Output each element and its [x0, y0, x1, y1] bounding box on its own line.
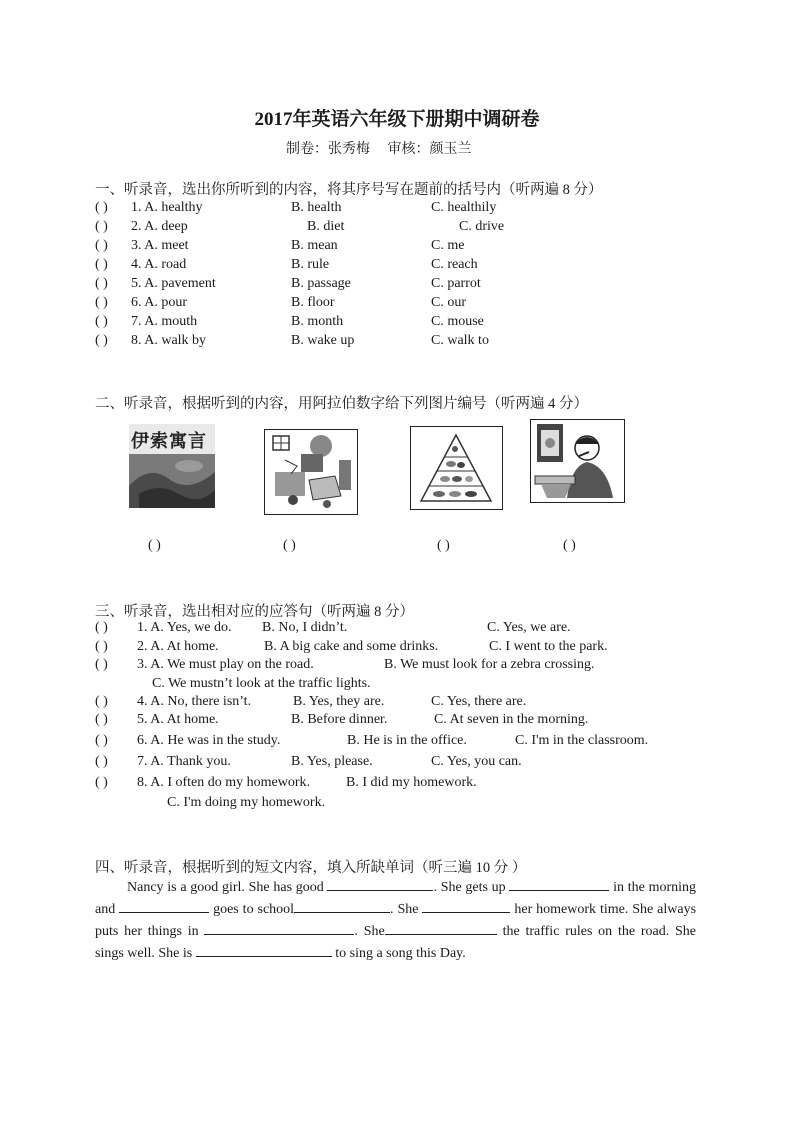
s1-q5-option-c: C. parrot — [431, 276, 481, 291]
s1-q3-option-b: B. mean — [291, 238, 338, 253]
s3-q7-bracket[interactable]: ( ) — [95, 754, 108, 769]
s1-q1-option-c: C. healthily — [431, 200, 497, 215]
s3-q2-option-b: B. A big cake and some drinks. — [264, 639, 439, 654]
s1-q5-bracket[interactable]: ( ) — [95, 276, 108, 291]
s3-q3-bracket[interactable]: ( ) — [95, 657, 108, 672]
s1-q1-option-b: B. health — [291, 200, 342, 215]
cloze-passage — [95, 876, 696, 964]
messy-room-picture — [264, 429, 358, 515]
blank-5[interactable] — [422, 898, 510, 913]
passage-text-6: her homework time. She always puts her things in — [95, 902, 697, 939]
s1-q2-option-c: C. drive — [459, 219, 505, 234]
blank-6[interactable] — [204, 920, 354, 935]
s1-q2-option-a: 2. A. deep — [131, 219, 188, 234]
s3-q7-option-a: 7. A. Thank you. — [137, 754, 231, 769]
s3-q8-bracket[interactable]: ( ) — [95, 775, 108, 790]
s1-q6-option-b: B. floor — [291, 295, 335, 310]
s3-q1-bracket[interactable]: ( ) — [95, 620, 108, 635]
blank-3[interactable] — [119, 898, 209, 913]
s3-q7-option-b: B. Yes, please. — [291, 754, 373, 769]
passage-text-3: in the morning and — [95, 880, 697, 917]
s1-q8-bracket[interactable]: ( ) — [95, 333, 108, 348]
passage-text-4: goes to school — [213, 902, 295, 917]
s3-q8-option-b: B. I did my homework. — [346, 775, 477, 790]
s1-q5-option-b: B. passage — [291, 276, 351, 291]
passage-text-2: . She gets up — [433, 880, 506, 895]
s3-q8-option-c: C. I'm doing my homework. — [167, 795, 326, 810]
page-subtitle: 制卷：张秀梅 审核：颜玉兰 — [286, 142, 472, 157]
s1-q6-option-c: C. our — [431, 295, 466, 310]
section2-heading: 二、听录音，根据听到的内容，用阿拉伯数字给下列图片编号（听两遍 4 分） — [95, 396, 588, 412]
s3-q4-option-a: 4. A. No, there isn’t. — [137, 694, 252, 709]
s3-q3-option-c: C. We mustn’t look at the traffic lights. — [152, 676, 371, 691]
s3-q8-option-a: 8. A. I often do my homework. — [137, 775, 311, 790]
blank-1[interactable] — [327, 876, 433, 891]
picture2-answer-bracket[interactable]: ( ) — [283, 538, 296, 553]
s1-q1-bracket[interactable]: ( ) — [95, 200, 108, 215]
s3-q5-option-a: 5. A. At home. — [137, 712, 219, 727]
s1-q4-option-a: 4. A. road — [131, 257, 187, 272]
s3-q2-bracket[interactable]: ( ) — [95, 639, 108, 654]
s1-q7-bracket[interactable]: ( ) — [95, 314, 108, 329]
s1-q4-option-b: B. rule — [291, 257, 330, 272]
blank-7[interactable] — [385, 920, 497, 935]
picture1-answer-bracket[interactable]: ( ) — [148, 538, 161, 553]
s1-q3-bracket[interactable]: ( ) — [95, 238, 108, 253]
s1-q7-option-a: 7. A. mouth — [131, 314, 198, 329]
food-pyramid-illustration — [411, 427, 502, 509]
s1-q7-option-b: B. month — [291, 314, 344, 329]
s3-q4-option-c: C. Yes, there are. — [431, 694, 527, 709]
passage-text-8: the traffic rules on the road. She sings well. She is — [95, 924, 697, 961]
section3-heading: 三、听录音，选出相对应的应答句（听两遍 8 分） — [95, 604, 414, 620]
s3-q2-option-c: C. I went to the park. — [489, 639, 608, 654]
s1-q4-bracket[interactable]: ( ) — [95, 257, 108, 272]
passage-text-9: to sing a song this Day. — [335, 946, 466, 961]
s3-q5-option-c: C. At seven in the morning. — [434, 712, 589, 727]
s3-q2-option-a: 2. A. At home. — [137, 639, 219, 654]
s1-q6-option-a: 6. A. pour — [131, 295, 187, 310]
page-title: 2017年英语六年级下册期中调研卷 — [254, 109, 540, 130]
landscape-illustration — [129, 424, 215, 508]
s3-q5-bracket[interactable]: ( ) — [95, 712, 108, 727]
food-pyramid-picture — [410, 426, 503, 510]
passage-text-5: . She — [390, 902, 419, 917]
s1-q8-option-a: 8. A. walk by — [131, 333, 207, 348]
s1-q7-option-c: C. mouse — [431, 314, 484, 329]
s3-q6-bracket[interactable]: ( ) — [95, 733, 108, 748]
s1-q3-option-c: C. me — [431, 238, 465, 253]
blank-8[interactable] — [196, 942, 332, 957]
picture4-answer-bracket[interactable]: ( ) — [563, 538, 576, 553]
section1-heading: 一、听录音，选出你所听到的内容，将其序号写在题前的括号内（听两遍 8 分） — [95, 182, 603, 198]
blank-4[interactable] — [294, 898, 390, 913]
s1-q2-bracket[interactable]: ( ) — [95, 219, 108, 234]
s3-q1-option-a: 1. A. Yes, we do. — [137, 620, 232, 635]
s3-q1-option-b: B. No, I didn’t. — [262, 620, 348, 635]
s1-q2-option-b: B. diet — [307, 219, 345, 234]
s3-q4-bracket[interactable]: ( ) — [95, 694, 108, 709]
s3-q5-option-b: B. Before dinner. — [291, 712, 388, 727]
s1-q1-option-a: 1. A. healthy — [131, 200, 203, 215]
section4-heading: 四、听录音，根据听到的短文内容，填入所缺单词（听三遍 10 分 ） — [95, 860, 527, 876]
passage-text-7: . She — [354, 924, 385, 939]
blank-2[interactable] — [509, 876, 609, 891]
man-brushing-teeth-illustration — [531, 420, 624, 502]
s3-q3-option-a: 3. A. We must play on the road. — [137, 657, 314, 672]
s3-q4-option-b: B. Yes, they are. — [293, 694, 385, 709]
s3-q6-option-c: C. I'm in the classroom. — [515, 733, 649, 748]
s1-q8-option-b: B. wake up — [291, 333, 355, 348]
book-cover-title: 伊索寓言 — [131, 431, 207, 452]
s3-q6-option-b: B. He is in the office. — [347, 733, 467, 748]
s1-q6-bracket[interactable]: ( ) — [95, 295, 108, 310]
s3-q7-option-c: C. Yes, you can. — [431, 754, 522, 769]
s1-q3-option-a: 3. A. meet — [131, 238, 189, 253]
messy-room-illustration — [265, 430, 357, 514]
s3-q1-option-c: C. Yes, we are. — [487, 620, 571, 635]
passage-text-1: Nancy is a good girl. She has good — [127, 880, 324, 895]
s1-q5-option-a: 5. A. pavement — [131, 276, 216, 291]
aesop-book-cover-picture — [129, 424, 215, 508]
s1-q4-option-c: C. reach — [431, 257, 478, 272]
s3-q6-option-a: 6. A. He was in the study. — [137, 733, 281, 748]
s3-q3-option-b: B. We must look for a zebra crossing. — [384, 657, 595, 672]
picture3-answer-bracket[interactable]: ( ) — [437, 538, 450, 553]
man-brushing-teeth-picture — [530, 419, 625, 503]
s1-q8-option-c: C. walk to — [431, 333, 489, 348]
